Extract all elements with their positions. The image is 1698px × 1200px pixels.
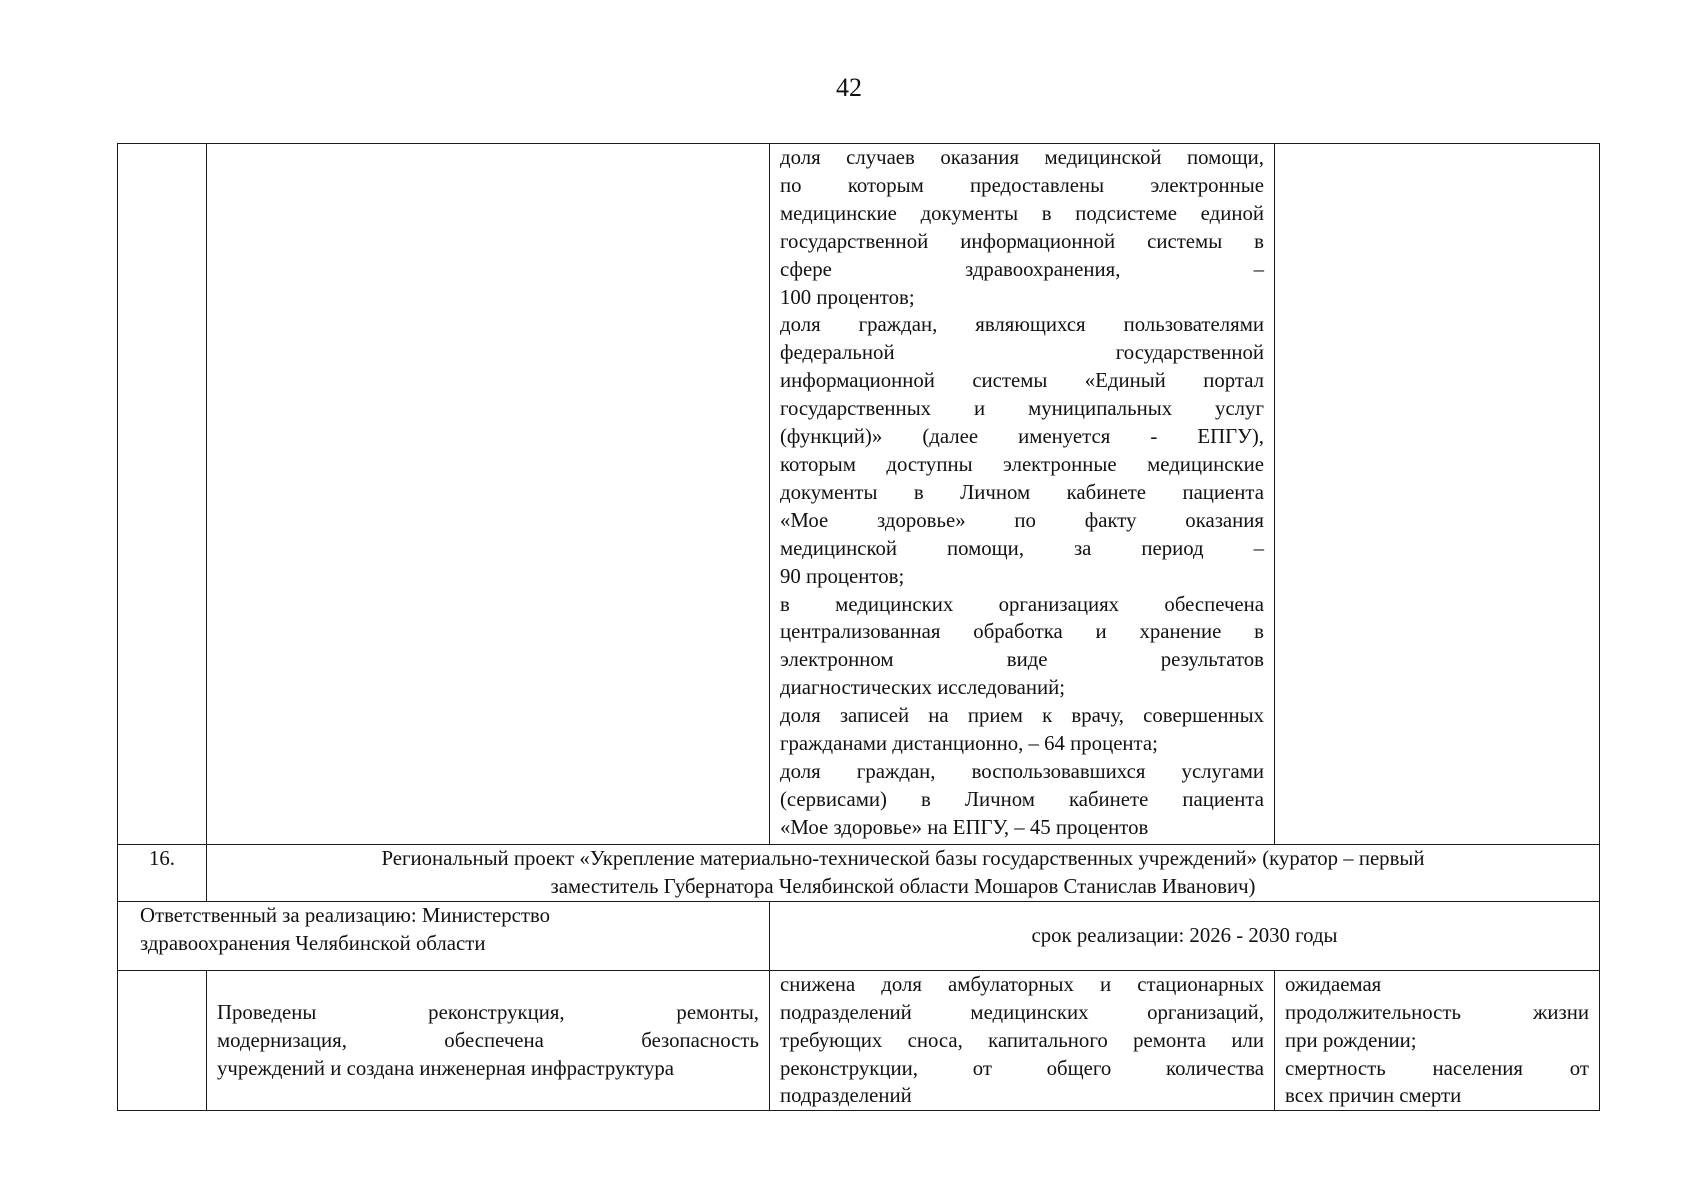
responsible-line: Ответственный за реализацию: Министерство [140, 903, 551, 927]
task-line: Проведены реконструкция, ремонты, [217, 1000, 759, 1024]
responsible-cell [118, 901, 770, 970]
indicator-line: сфере здравоохранения, – [780, 257, 1264, 281]
indicator-line: медицинские документы в подсистеме единой [780, 201, 1264, 225]
result-line: подразделений [780, 1084, 912, 1108]
indicator-line: по которым предоставлены электронные [780, 173, 1264, 197]
indicator-line: которым доступны электронные медицинские [780, 452, 1264, 476]
project-title [207, 845, 1600, 902]
indicator-line: «Мое здоровье» на ЕПГУ, – 45 процентов [780, 815, 1149, 839]
indicator-line: 100 процентов; [780, 285, 915, 309]
cell-task-empty [207, 144, 770, 845]
indicator-line: гражданами дистанционно, – 64 процента; [780, 732, 1158, 756]
table-row-project [118, 845, 1600, 902]
project-number: 16. [118, 845, 207, 902]
result-line: реконструкции, от общего количества [780, 1056, 1264, 1080]
results-cell [770, 970, 1275, 1111]
indicator-line: «Мое здоровье» по факту оказания [780, 508, 1264, 532]
project-title-line: Региональный проект «Укрепление материально-технической базы государственных учреждений» (куратор – первый [381, 847, 1425, 870]
indicator-line: (сервисами) в Личном кабинете пациента [780, 787, 1264, 811]
result-line: подразделений медицинских организаций, [780, 1000, 1264, 1024]
indicator-line: информационной системы «Единый портал [780, 369, 1264, 393]
indicator-line: централизованная обработка и хранение в [780, 620, 1264, 644]
cell-number-empty [118, 144, 207, 845]
responsible-line: здравоохранения Челябинской области [140, 931, 486, 955]
indicator-line: диагностических исследований; [780, 676, 1066, 700]
effect-line: ожидаемая [1285, 972, 1382, 996]
indicator-line: (функций)» (далее именуется - ЕПГУ), [780, 425, 1264, 449]
cell-effects-empty [1275, 144, 1600, 845]
indicator-line: доля записей на прием к врачу, совершенных [780, 704, 1264, 728]
effects-cell [1275, 970, 1600, 1111]
page-number: 42 [836, 73, 862, 102]
table-row-continuation [118, 144, 1600, 845]
effect-line: при рождении; [1285, 1028, 1417, 1052]
term-cell: срок реализации: 2026 - 2030 годы [770, 901, 1600, 970]
document-table [117, 143, 1600, 1111]
indicator-line: государственных и муниципальных услуг [780, 397, 1264, 421]
indicator-line: федеральной государственной [780, 341, 1264, 365]
table-row-responsible [118, 901, 1600, 970]
task-cell [207, 970, 770, 1111]
effect-line: смертность населения от [1285, 1056, 1589, 1080]
indicator-line: доля граждан, являющихся пользователями [780, 313, 1264, 337]
indicator-line: 90 процентов; [780, 564, 905, 588]
cell-indicators [770, 144, 1275, 845]
indicator-line: медицинской помощи, за период – [780, 536, 1264, 560]
effect-line: всех причин смерти [1285, 1084, 1462, 1108]
effect-line: продолжительность жизни [1285, 1000, 1589, 1024]
cell-number-empty [118, 970, 207, 1111]
indicator-line: государственной информационной системы в [780, 229, 1264, 253]
result-line: требующих сноса, капитального ремонта или [780, 1028, 1264, 1052]
indicator-line: в медицинских организациях обеспечена [780, 592, 1264, 616]
task-line: модернизация, обеспечена безопасность [217, 1028, 759, 1052]
project-title-line: заместитель Губернатора Челябинской области Мошаров Станислав Иванович) [550, 874, 1256, 898]
table-row-task [118, 970, 1600, 1111]
task-line: учреждений и создана инженерная инфраструктура [217, 1056, 675, 1080]
result-line: снижена доля амбулаторных и стационарных [780, 972, 1264, 996]
indicator-line: документы в Личном кабинете пациента [780, 480, 1264, 504]
indicator-line: доля граждан, воспользовавшихся услугами [780, 759, 1264, 783]
indicator-line: доля случаев оказания медицинской помощи, [780, 146, 1264, 169]
indicator-line: электронном виде результатов [780, 648, 1264, 672]
